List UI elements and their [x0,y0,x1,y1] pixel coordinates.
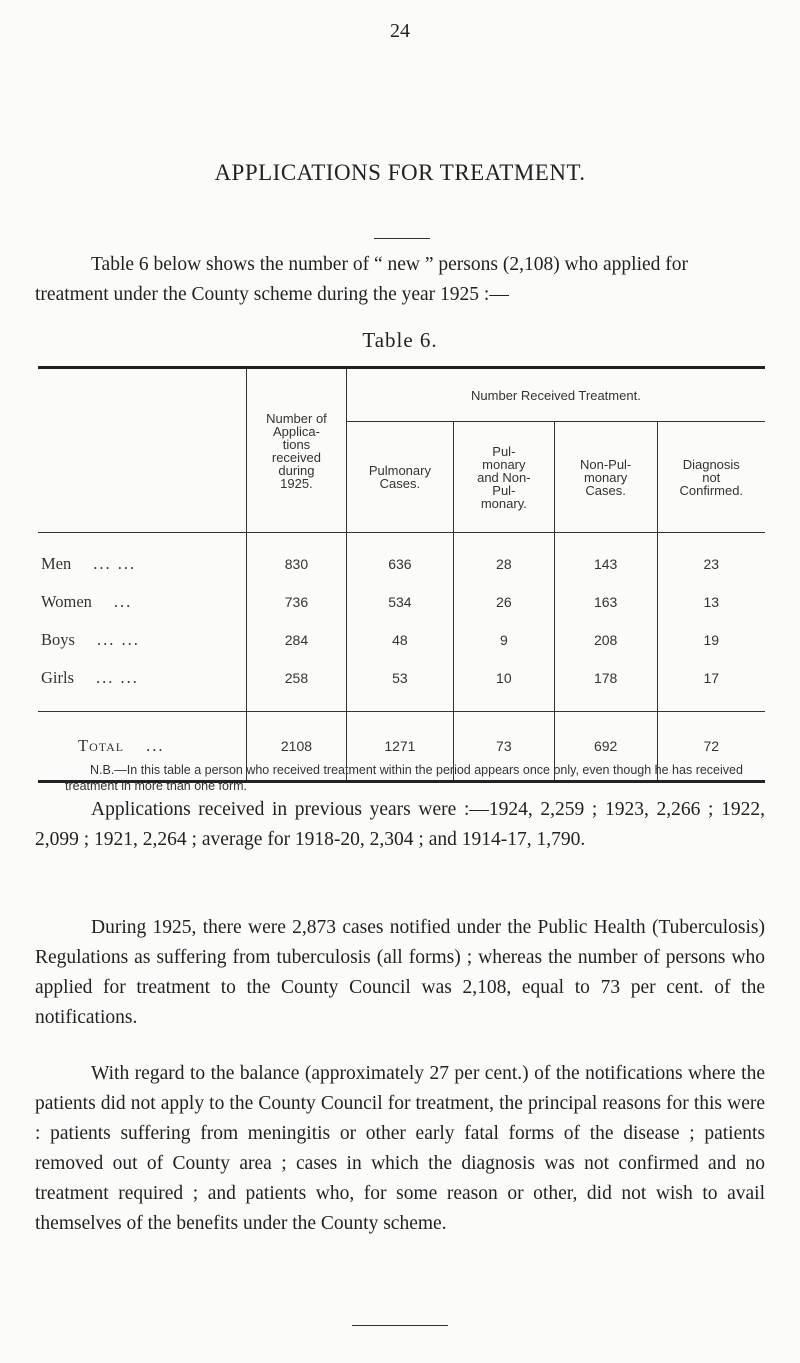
cell-pul-non-pul: 26 [453,583,554,621]
cell-diagnosis: 19 [657,621,765,659]
total-diagnosis: 72 [657,712,765,782]
row-label: Boys ... ... [41,630,140,649]
paragraph-notifications: During 1925, there were 2,873 cases notified under the Public Health (Tuberculosis) Regulations as suffering from tuberculosis (all forms) ; whereas the number of persons who applied for treatment to the County Council was 2,108, equal to 73 per cent. of the notifications. [35,917,765,1028]
paragraph-previous-years: Applications received in previous years were :—1924, 2,259 ; 1923, 2,266 ; 1922, 2,099 ; 1921, 2,264 ; average for 1918-20, 2,304 ; and 1914-17, 1,790. [35,799,765,850]
page-number: 24 [390,20,410,42]
table-header-pulmonary: Pulmonary Cases. [346,422,453,533]
row-label: Men ... ... [41,554,137,573]
cell-diagnosis: 23 [657,533,765,584]
end-divider [352,1325,448,1326]
total-pul-non-pul: 73 [453,712,554,782]
row-label: Women ... [41,592,133,611]
table-header-blank [38,368,247,533]
paragraph-balance: With regard to the balance (approximately 27 per cent.) of the notifications where the patients did not apply to the County Council for treatment, the principal reasons for this were : patients suffering from meningitis or other early fatal forms of the disease ; patients removed out of County area ; cases in which the diagnosis was not confirmed and no treatment required ; and patients who, for some reason or other, did not wish to avail themselves of the benefits under the County scheme. [35,1063,765,1234]
cell-pulmonary: 48 [346,621,453,659]
cell-non-pulmonary: 143 [554,533,657,584]
total-label: Total ... [38,712,247,782]
cell-pul-non-pul: 9 [453,621,554,659]
intro-paragraph: Table 6 below shows the number of “ new ” persons (2,108) who applied for treatment under the County scheme during the year 1925 :— [35,254,689,305]
title-divider [374,238,430,239]
cell-diagnosis: 17 [657,659,765,712]
page-title: APPLICATIONS FOR TREATMENT. [214,160,586,185]
table-row [38,621,765,659]
cell-non-pulmonary: 208 [554,621,657,659]
table-row [38,659,765,712]
cell-pulmonary: 53 [346,659,453,712]
table-header-pul-non-pul: Pul- monary and Non-Pul- monary. [453,422,554,533]
cell-non-pulmonary: 163 [554,583,657,621]
cell-applications: 258 [247,659,347,712]
cell-diagnosis: 13 [657,583,765,621]
table-header-group: Number Received Treatment. [346,368,765,422]
total-applications: 2108 [247,712,347,782]
table-header-non-pulmonary: Non-Pul- monary Cases. [554,422,657,533]
applications-table [38,366,765,783]
table-header-diagnosis: Diagnosis not Confirmed. [657,422,765,533]
total-pulmonary: 1271 [346,712,453,782]
table-header-applications: Number of Applica- tions received during 1925. [247,368,347,533]
table-row [38,583,765,621]
table-caption: Table 6. [362,328,438,352]
row-label: Girls ... ... [41,668,139,687]
total-non-pulmonary: 692 [554,712,657,782]
cell-pul-non-pul: 28 [453,533,554,584]
cell-applications: 284 [247,621,347,659]
cell-non-pulmonary: 178 [554,659,657,712]
table-row [38,533,765,584]
table-note: N.B.—In this table a person who received treatment within the period appears once only, even though he has received treatment in more than one form. [65,763,743,793]
cell-pul-non-pul: 10 [453,659,554,712]
cell-pulmonary: 534 [346,583,453,621]
cell-applications: 830 [247,533,347,584]
cell-pulmonary: 636 [346,533,453,584]
cell-applications: 736 [247,583,347,621]
